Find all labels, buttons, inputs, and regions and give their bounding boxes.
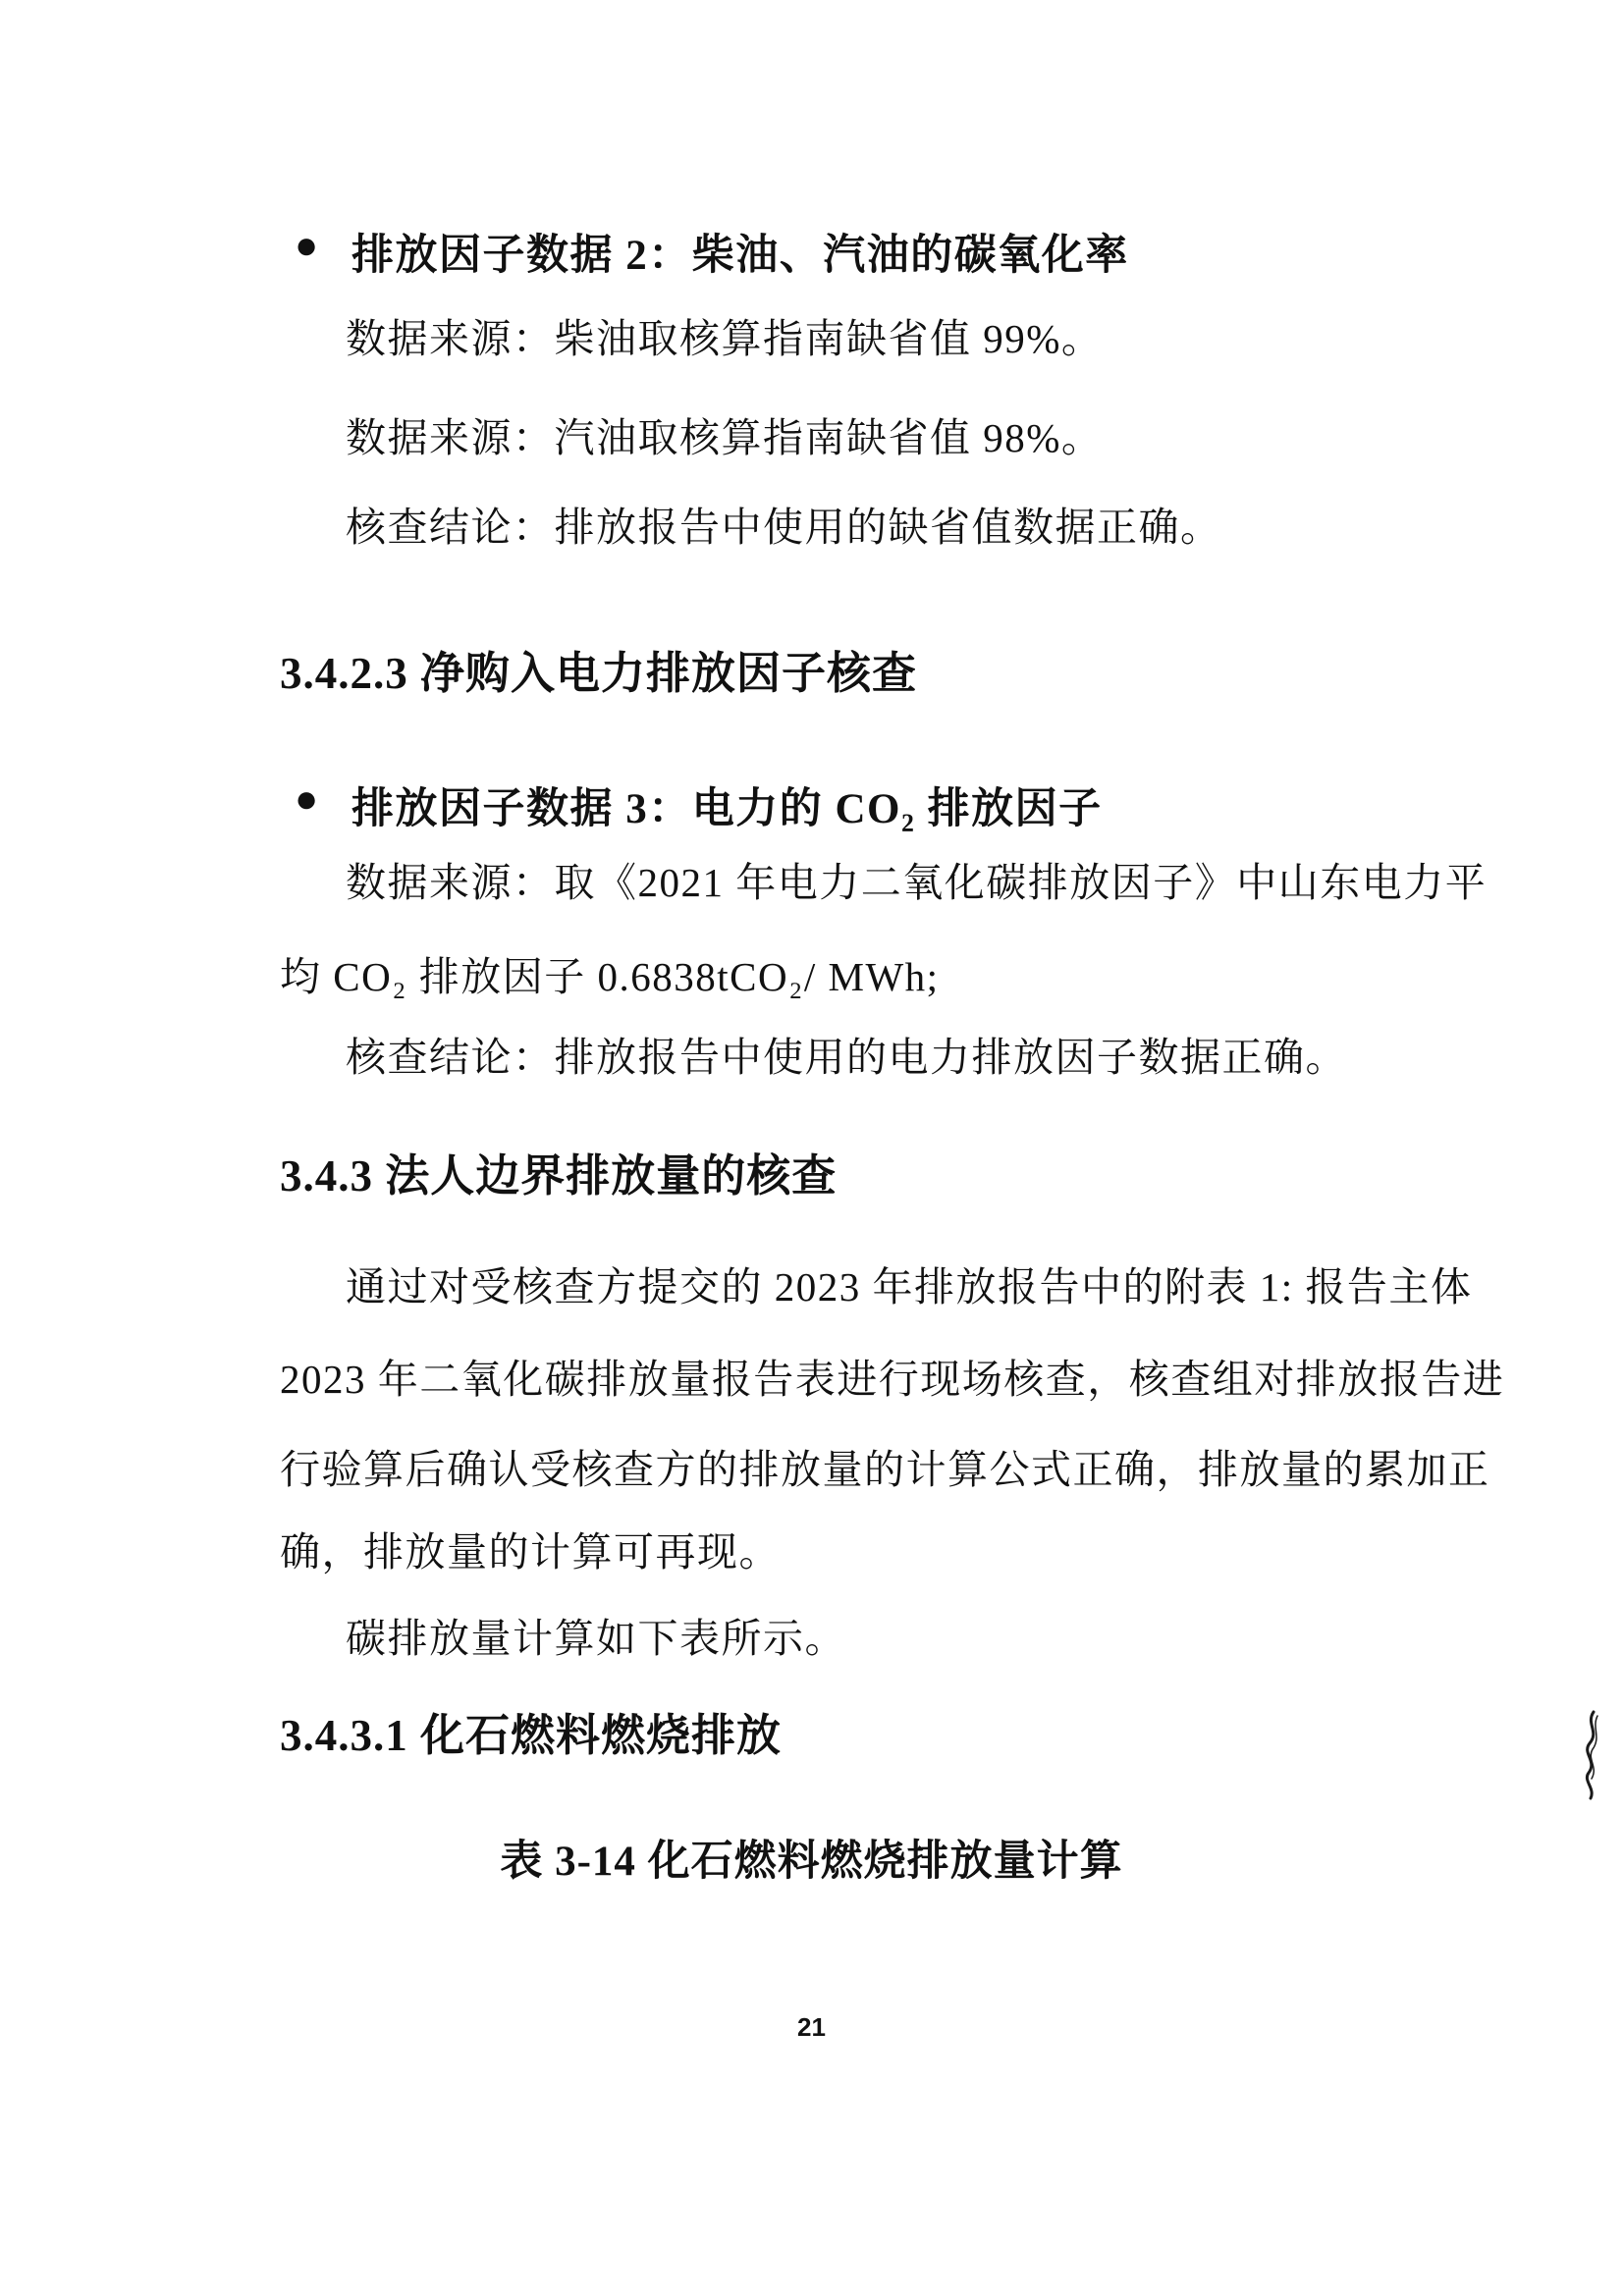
bullet-icon: ● (295, 776, 319, 821)
table-3-14-caption: 表 3-14 化石燃料燃烧排放量计算 (500, 1839, 1123, 1885)
conclusion-default-values-line: 核查结论：排放报告中使用的缺省值数据正确。 (346, 505, 1222, 550)
heading-3-4-2-3: 3.4.2.3 净购入电力排放因子核查 (280, 649, 918, 698)
data-source-electricity-line-1: 数据来源：取《2021 年电力二氧化碳排放因子》中山东电力平 (346, 860, 1488, 905)
data-source-diesel-line: 数据来源：柴油取核算指南缺省值 99%。 (346, 316, 1104, 361)
bullet-item-text: 排放因子数据 2：柴油、汽油的碳氧化率 (352, 233, 1129, 279)
data-source-electricity-line-2: 均 CO₂ 排放因子 0.6838tCO₂/ MWh; (280, 954, 940, 999)
paragraph-line: 行验算后确认受核查方的排放量的计算公式正确，排放量的累加正 (280, 1447, 1490, 1492)
scan-artifact-mark (1580, 1710, 1605, 1800)
page-number: 21 (797, 2012, 826, 2042)
heading-3-4-3-1: 3.4.3.1 化石燃料燃烧排放 (280, 1711, 783, 1760)
bullet-icon: ● (295, 223, 319, 267)
table-intro-line: 碳排放量计算如下表所示。 (346, 1616, 846, 1661)
paragraph-line: 确，排放量的计算可再现。 (280, 1529, 781, 1575)
bullet-item-text: 排放因子数据 3：电力的 CO₂ 排放因子 (352, 786, 1103, 832)
conclusion-electricity-factor-line: 核查结论：排放报告中使用的电力排放因子数据正确。 (346, 1035, 1347, 1080)
paragraph-line: 2023 年二氧化碳排放量报告表进行现场核查，核查组对排放报告进 (280, 1357, 1505, 1402)
heading-3-4-3: 3.4.3 法人边界排放量的核查 (280, 1151, 838, 1201)
paragraph-line: 通过对受核查方提交的 2023 年排放报告中的附表 1: 报告主体 (346, 1264, 1473, 1309)
data-source-gasoline-line: 数据来源：汽油取核算指南缺省值 98%。 (346, 415, 1104, 460)
